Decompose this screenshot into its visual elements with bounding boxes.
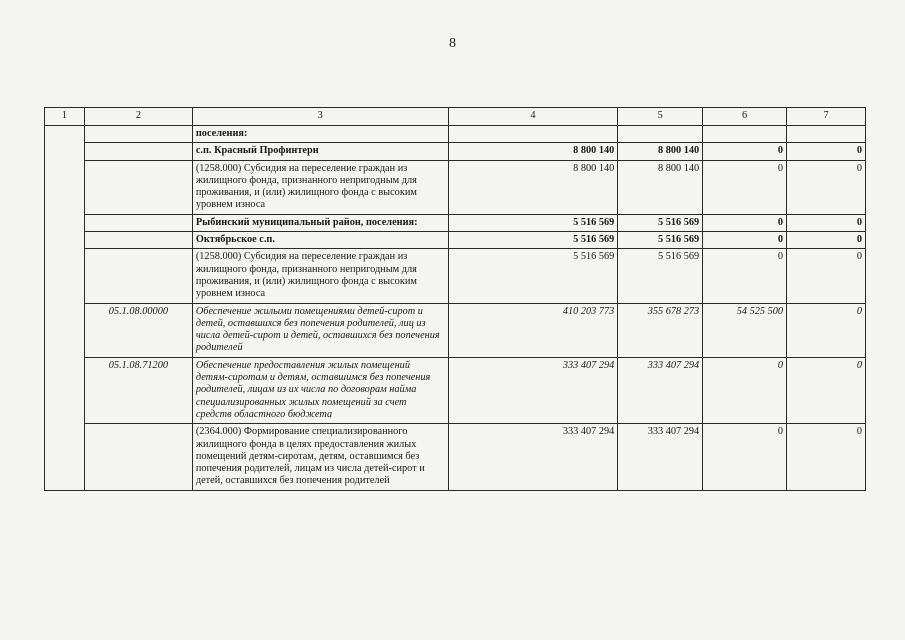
amount-cell <box>448 126 618 143</box>
amount-cell <box>703 126 787 143</box>
code-cell <box>84 249 192 303</box>
empty-column-cell <box>45 126 85 491</box>
column-number: 6 <box>703 108 787 126</box>
amount-cell: 333 407 294 <box>448 357 618 423</box>
amount-cell: 8 800 140 <box>618 143 703 160</box>
column-number: 3 <box>192 108 448 126</box>
column-number: 4 <box>448 108 618 126</box>
table-row <box>45 232 866 249</box>
code-cell: 05.1.08.00000 <box>84 303 192 357</box>
amount-cell <box>787 126 866 143</box>
column-number: 2 <box>84 108 192 126</box>
name-cell: поселения: <box>192 126 448 143</box>
amount-cell: 0 <box>703 143 787 160</box>
amount-cell: 5 516 569 <box>448 249 618 303</box>
amount-cell: 333 407 294 <box>618 357 703 423</box>
budget-table <box>44 107 866 491</box>
column-number: 7 <box>787 108 866 126</box>
amount-cell: 0 <box>703 249 787 303</box>
name-cell: с.п. Красный Профинтерн <box>192 143 448 160</box>
amount-cell: 0 <box>787 143 866 160</box>
code-cell <box>84 126 192 143</box>
amount-cell: 333 407 294 <box>448 424 618 490</box>
page-number: 8 <box>449 36 456 51</box>
amount-cell: 0 <box>787 249 866 303</box>
amount-cell: 0 <box>787 303 866 357</box>
amount-cell: 0 <box>703 357 787 423</box>
name-cell: Обеспечение жилыми помещениями детей-сирот и детей, оставшихся без попечения родителей, лиц из числа детей-сирот и детей, оставшихся без попечения родителей <box>192 303 448 357</box>
table-row <box>45 160 866 214</box>
amount-cell: 5 516 569 <box>448 214 618 231</box>
amount-cell: 8 800 140 <box>618 160 703 214</box>
amount-cell: 0 <box>787 357 866 423</box>
amount-cell: 0 <box>703 160 787 214</box>
amount-cell: 0 <box>703 214 787 231</box>
code-cell <box>84 160 192 214</box>
amount-cell: 0 <box>787 160 866 214</box>
code-cell <box>84 424 192 490</box>
amount-cell: 410 203 773 <box>448 303 618 357</box>
amount-cell: 5 516 569 <box>448 232 618 249</box>
table-row <box>45 357 866 423</box>
amount-cell: 0 <box>703 232 787 249</box>
table-row <box>45 249 866 303</box>
column-number-row <box>45 108 866 126</box>
name-cell: Обеспечение предоставления жилых помещений детям-сиротам и детям, оставшимся без попечения родителей, лицам из их числа по договорам найма специализированных жилых помещений за счет средств областного бюджета <box>192 357 448 423</box>
amount-cell: 8 800 140 <box>448 160 618 214</box>
table-row <box>45 424 866 490</box>
table-row <box>45 126 866 143</box>
code-cell: 05.1.08.71200 <box>84 357 192 423</box>
column-number: 1 <box>45 108 85 126</box>
name-cell: (1258.000) Субсидия на переселение граждан из жилищного фонда, признанного непригодным для проживания, и (или) жилищного фонда с высоким уровнем износа <box>192 160 448 214</box>
table-row <box>45 143 866 160</box>
amount-cell: 333 407 294 <box>618 424 703 490</box>
amount-cell <box>618 126 703 143</box>
name-cell: (2364.000) Формирование специализированного жилищного фонда в целях предоставления жилых помещений детям-сиротам, детям, оставшимся без попечения родителей, лицам из числа детей-сирот и детей, оставшихся без попечения родителей <box>192 424 448 490</box>
amount-cell: 0 <box>703 424 787 490</box>
code-cell <box>84 143 192 160</box>
amount-cell: 0 <box>787 232 866 249</box>
name-cell: Рыбинский муниципальный район, поселения: <box>192 214 448 231</box>
amount-cell: 0 <box>787 214 866 231</box>
code-cell <box>84 214 192 231</box>
table-row <box>45 214 866 231</box>
name-cell: (1258.000) Субсидия на переселение граждан из жилищного фонда, признанного непригодным для проживания, и (или) жилищного фонда с высоким уровнем износа <box>192 249 448 303</box>
amount-cell: 8 800 140 <box>448 143 618 160</box>
name-cell: Октябрьское с.п. <box>192 232 448 249</box>
amount-cell: 5 516 569 <box>618 249 703 303</box>
amount-cell: 54 525 500 <box>703 303 787 357</box>
amount-cell: 355 678 273 <box>618 303 703 357</box>
amount-cell: 0 <box>787 424 866 490</box>
amount-cell: 5 516 569 <box>618 232 703 249</box>
code-cell <box>84 232 192 249</box>
table-row <box>45 303 866 357</box>
amount-cell: 5 516 569 <box>618 214 703 231</box>
column-number: 5 <box>618 108 703 126</box>
